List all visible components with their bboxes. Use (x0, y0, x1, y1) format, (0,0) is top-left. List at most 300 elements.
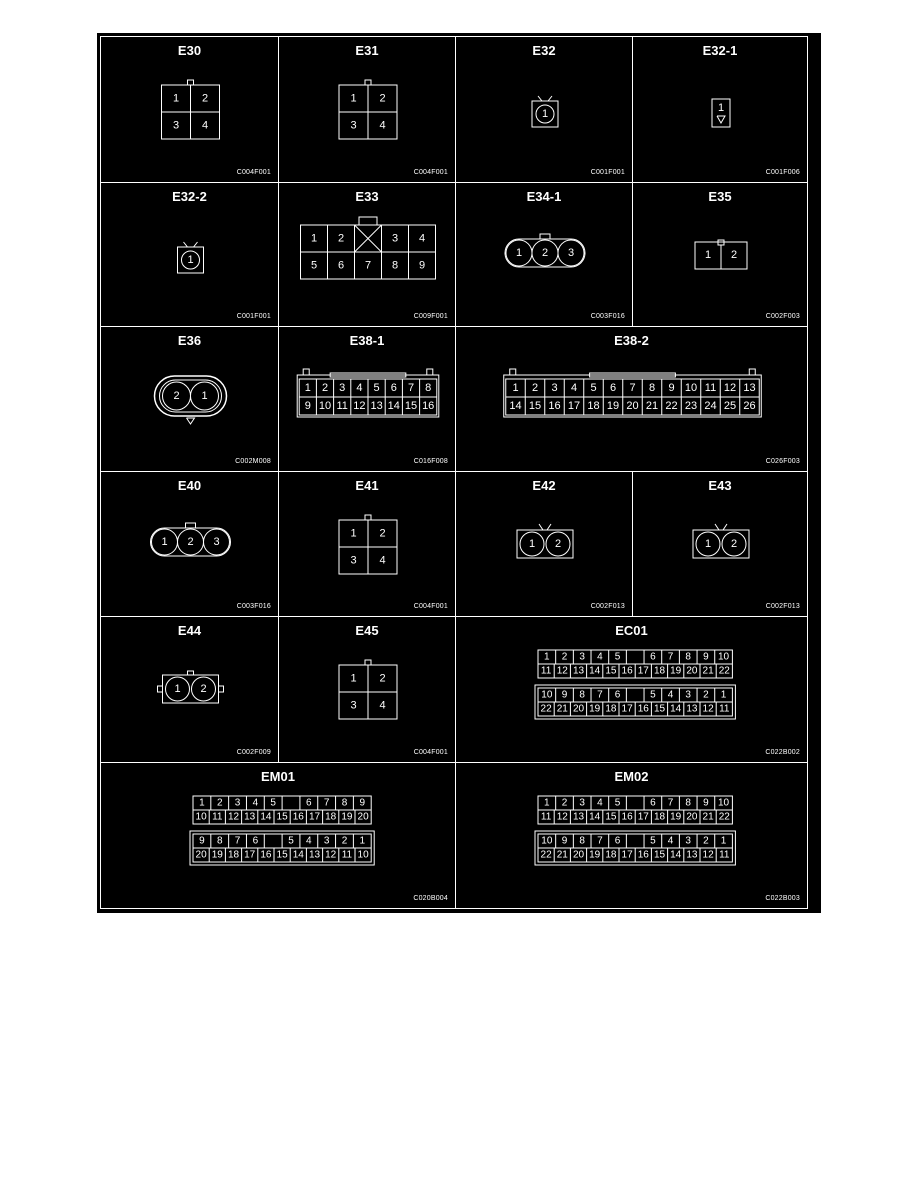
pin-number: 5 (288, 835, 294, 847)
pin-number: 20 (357, 811, 369, 823)
connector-code: C001F001 (590, 169, 625, 176)
pin-number: 10 (357, 849, 369, 861)
pin-number: 18 (325, 811, 337, 823)
connector-diagram (456, 37, 634, 184)
pin-number: 1 (528, 538, 536, 550)
connector-diagram (279, 183, 457, 328)
pin-number: 1 (359, 835, 366, 847)
pin-number: 11 (212, 811, 223, 823)
connector-code: C002F013 (765, 603, 800, 610)
pin-number: 4 (570, 382, 578, 394)
pin-number: 3 (339, 382, 346, 394)
pin-number: 19 (211, 849, 223, 861)
pin-number: 8 (425, 382, 432, 394)
connector-title: E32-2 (172, 189, 207, 204)
pin-number: 18 (653, 811, 666, 823)
pin-number: 7 (364, 259, 372, 272)
pin-number: 21 (556, 849, 568, 861)
pin-number: 4 (201, 119, 209, 132)
pin-number: 4 (356, 382, 363, 394)
pin-number: 2 (341, 835, 348, 847)
pin-number: 8 (648, 382, 656, 394)
pin-number: 1 (544, 797, 550, 809)
pin-number: 9 (561, 835, 568, 847)
connector-diagram (279, 617, 457, 764)
pin-number: 3 (579, 651, 585, 663)
cell-E38-2 (455, 326, 808, 472)
locking-tab (538, 96, 552, 101)
connector-code: C026F003 (765, 458, 800, 465)
connector-diagram (101, 327, 280, 473)
pin-number: 1 (704, 249, 712, 261)
pin-number: 4 (379, 554, 386, 567)
pin-number: 8 (216, 835, 223, 847)
pin-number: 5 (270, 797, 276, 809)
connector-diagram (279, 472, 457, 618)
cell-E41 (278, 471, 456, 617)
pin-number: 2 (541, 247, 549, 259)
connector-code: C003F016 (236, 603, 271, 610)
pin-number: 14 (260, 811, 272, 823)
pin-number: 1 (304, 382, 311, 394)
pin-number: 7 (323, 797, 330, 809)
pin-number: 2 (379, 527, 386, 540)
connector-code: C009F001 (413, 313, 448, 320)
pin-number: 21 (702, 665, 714, 677)
pin-number: 6 (390, 382, 397, 394)
connector-diagram (101, 183, 280, 328)
pin-number: 12 (227, 811, 240, 823)
pin-number: 1 (544, 651, 550, 663)
connector-diagram (633, 183, 809, 328)
pin-number: 10 (318, 400, 332, 412)
cell-E44 (100, 616, 279, 763)
pin-number: 12 (556, 665, 568, 677)
locking-tab (510, 369, 516, 375)
pin-number: 1 (350, 527, 357, 540)
pin-number: 5 (590, 382, 597, 394)
locking-tab (365, 660, 371, 665)
cell-EM01 (100, 762, 456, 909)
pin-number: 15 (653, 703, 666, 715)
pin-number: 10 (718, 651, 730, 663)
pin-number: 18 (227, 849, 240, 861)
connector-sheet (97, 33, 821, 913)
connector-code: C004F001 (413, 749, 448, 756)
pin-number: 19 (589, 849, 601, 861)
cell-E42 (455, 471, 633, 617)
pin-number: 13 (686, 703, 698, 715)
pin-number: 19 (670, 665, 682, 677)
pin-number: 4 (379, 119, 386, 132)
pin-number: 1 (720, 835, 727, 847)
cell-EC01 (455, 616, 808, 763)
connector-diagram (279, 327, 457, 473)
pin-number: 13 (572, 665, 585, 677)
pin-number: 21 (645, 400, 659, 412)
cell-E43 (632, 471, 808, 617)
pin-number: 5 (373, 382, 380, 394)
pin-number: 2 (531, 382, 539, 394)
cell-E45 (278, 616, 456, 763)
connector-title: E30 (177, 43, 202, 58)
pin-number: 15 (653, 849, 666, 861)
pin-number: 12 (325, 849, 337, 861)
pin-number: 16 (260, 849, 272, 861)
pin-number: 7 (667, 651, 674, 663)
connector-code: C022B003 (765, 895, 800, 902)
pin-number: 8 (391, 259, 399, 272)
pin-number: 2 (561, 797, 568, 809)
pin-number: 17 (637, 665, 649, 677)
pin-number: 14 (670, 849, 682, 861)
connector-title: EC01 (615, 623, 648, 638)
locking-tab (184, 242, 198, 247)
pin-number: 7 (407, 382, 415, 394)
pin-number: 16 (621, 665, 633, 677)
pin-number: 7 (234, 835, 241, 847)
pin-number: 6 (614, 835, 621, 847)
pin-number: 3 (350, 554, 357, 567)
cell-E32-1 (632, 36, 808, 183)
connector-code: C002M008 (235, 458, 271, 465)
side-tab (219, 686, 224, 692)
pin-number: 9 (703, 651, 709, 663)
pin-number: 5 (650, 835, 656, 847)
locking-tab (186, 523, 196, 528)
pin-number: 21 (556, 703, 568, 715)
pin-number: 12 (702, 703, 714, 715)
connector-title: E41 (355, 478, 379, 493)
pin-number: 1 (172, 92, 180, 105)
connector-diagram (456, 183, 634, 328)
pin-number: 1 (704, 538, 712, 550)
pin-number: 15 (404, 400, 418, 412)
locking-tab (365, 515, 371, 520)
pin-number: 1 (541, 108, 549, 120)
side-tab (158, 686, 163, 692)
cell-E31 (278, 36, 456, 183)
connector-diagram (101, 763, 457, 910)
pin-number: 15 (276, 849, 288, 861)
pin-number: 3 (234, 797, 241, 809)
pin-number: 13 (370, 400, 383, 412)
pin-number: 1 (187, 254, 194, 266)
cell-E33 (278, 182, 456, 327)
pin-number: 8 (685, 797, 691, 809)
connector-code: C002F003 (765, 313, 800, 320)
pin-number: 1 (515, 247, 523, 259)
pin-number: 10 (718, 797, 730, 809)
connector-title: E34-1 (526, 189, 562, 204)
pin-number: 19 (589, 703, 601, 715)
pin-number: 1 (717, 102, 725, 114)
pin-number: 26 (743, 400, 756, 412)
pin-number: 2 (379, 92, 386, 105)
pin-number: 4 (667, 689, 674, 701)
pin-number: 4 (418, 232, 426, 245)
connector-code: C004F001 (413, 603, 448, 610)
locking-tab (303, 369, 309, 375)
cell-E32-2 (100, 182, 279, 327)
pin-number: 2 (201, 92, 209, 105)
connector-title: E43 (708, 478, 732, 493)
connector-title: E42 (532, 478, 556, 493)
pin-number: 10 (541, 835, 553, 847)
cell-E36 (100, 326, 279, 472)
pin-number: 10 (541, 689, 553, 701)
pin-number: 2 (337, 232, 345, 245)
pin-number: 7 (597, 689, 603, 701)
pin-number: 4 (597, 797, 603, 809)
pin-number: 2 (561, 651, 568, 663)
pin-number: 5 (614, 651, 621, 663)
connector-title: E35 (708, 189, 732, 204)
pin-number: 14 (589, 665, 601, 677)
pin-number: 17 (308, 811, 321, 823)
pin-number: 4 (597, 651, 603, 663)
pin-number: 9 (668, 382, 675, 394)
locking-tab (188, 80, 194, 85)
pin-number: 7 (597, 835, 603, 847)
connector-title: E32-1 (702, 43, 738, 58)
connector-diagram (456, 763, 809, 910)
pin-number: 2 (703, 835, 709, 847)
cell-EM02 (455, 762, 808, 909)
connector-title: E36 (177, 333, 202, 348)
connector-diagram (101, 472, 280, 618)
pin-number: 11 (540, 665, 552, 677)
cell-E38-1 (278, 326, 456, 472)
pin-number: 16 (637, 703, 649, 715)
pin-number: 10 (195, 811, 207, 823)
pin-number: 1 (161, 536, 168, 548)
pin-number: 6 (609, 382, 617, 394)
locking-tab (365, 80, 371, 85)
pin-number: 3 (350, 119, 357, 132)
pin-number: 2 (187, 536, 194, 548)
pin-number: 22 (718, 811, 730, 823)
pin-number: 20 (572, 849, 585, 861)
pin-number: 17 (567, 400, 581, 412)
connector-title: E38-1 (349, 333, 385, 348)
pin-number: 2 (321, 382, 329, 394)
pin-number: 20 (626, 400, 639, 412)
cell-E30 (100, 36, 279, 183)
pin-number: 11 (704, 382, 717, 394)
pin-number: 16 (621, 811, 633, 823)
pin-number: 19 (670, 811, 682, 823)
pin-number: 1 (512, 382, 519, 394)
pin-number: 22 (540, 703, 552, 715)
pin-number: 1 (174, 683, 181, 695)
connector-code: C020B004 (413, 895, 448, 902)
pin-number: 2 (703, 689, 709, 701)
pin-number: 3 (567, 247, 575, 259)
pin-number: 3 (579, 797, 585, 809)
connector-code: C002F013 (590, 603, 625, 610)
pin-number: 25 (723, 400, 737, 412)
pin-number: 18 (605, 849, 617, 861)
pin-number: 1 (310, 232, 318, 245)
pin-number: 22 (718, 665, 730, 677)
pin-number: 3 (685, 689, 691, 701)
connector-code: C022B002 (765, 749, 800, 756)
pin-number: 4 (379, 699, 386, 712)
pin-number: 12 (723, 382, 737, 394)
pin-number: 15 (528, 400, 542, 412)
pin-number: 13 (308, 849, 321, 861)
connector-title: E40 (177, 478, 202, 493)
pin-number: 22 (540, 849, 552, 861)
connector-title: E38-2 (614, 333, 649, 348)
pin-number: 8 (579, 835, 585, 847)
pin-number: 24 (704, 400, 717, 412)
connector-code: C004F001 (236, 169, 271, 176)
pin-number: 9 (199, 835, 205, 847)
pin-number: 13 (244, 811, 256, 823)
pin-number: 3 (323, 835, 330, 847)
pin-number: 18 (587, 400, 600, 412)
pin-number: 18 (653, 665, 666, 677)
pin-number: 18 (605, 703, 617, 715)
pin-number: 16 (637, 849, 649, 861)
pin-number: 9 (359, 797, 366, 809)
pin-number: 4 (667, 835, 674, 847)
cell-E32 (455, 36, 633, 183)
connector-title: E33 (355, 189, 379, 204)
pin-number: 21 (702, 811, 714, 823)
key-triangle (717, 116, 725, 123)
pin-number: 9 (418, 259, 426, 272)
pin-number: 16 (292, 811, 304, 823)
pin-number: 4 (306, 835, 312, 847)
connector-diagram (456, 472, 634, 618)
connector-diagram (456, 327, 809, 473)
pin-number: 20 (572, 703, 585, 715)
connector-code: C016F008 (413, 458, 448, 465)
pin-number: 7 (629, 382, 636, 394)
locking-tab (427, 369, 433, 375)
pin-number: 6 (650, 651, 656, 663)
pin-number: 19 (341, 811, 353, 823)
pin-number: 2 (200, 683, 207, 695)
pin-number: 14 (670, 703, 682, 715)
pin-number: 8 (685, 651, 691, 663)
pin-number: 6 (337, 259, 345, 272)
pin-number: 9 (703, 797, 709, 809)
pin-number: 12 (353, 400, 366, 412)
pin-number: 3 (350, 699, 357, 712)
pin-number: 20 (686, 811, 698, 823)
connector-diagram (101, 37, 280, 184)
pin-number: 3 (172, 119, 180, 132)
pin-number: 12 (556, 811, 568, 823)
pin-number: 6 (614, 689, 621, 701)
connector-code: C003F016 (590, 313, 625, 320)
pin-number: 20 (195, 849, 207, 861)
cell-E40 (100, 471, 279, 617)
locking-tab (359, 217, 377, 225)
pin-number: 1 (350, 672, 357, 685)
connector-diagram (633, 472, 809, 618)
pin-number: 1 (201, 390, 208, 402)
pin-number: 17 (621, 849, 633, 861)
pin-number: 19 (606, 400, 620, 412)
connector-code: C001F006 (765, 169, 800, 176)
pin-number: 6 (252, 835, 259, 847)
pin-number: 9 (561, 689, 568, 701)
pin-number: 14 (387, 400, 400, 412)
pin-number: 12 (702, 849, 714, 861)
pin-number: 22 (665, 400, 678, 412)
pin-number: 14 (292, 849, 304, 861)
pin-number: 5 (650, 689, 656, 701)
pin-number: 13 (743, 382, 756, 394)
connector-diagram (279, 37, 457, 184)
pin-number: 5 (614, 797, 621, 809)
pin-number: 11 (719, 703, 730, 715)
pin-number: 11 (540, 811, 552, 823)
pin-number: 17 (244, 849, 256, 861)
pin-number: 11 (341, 849, 353, 861)
connector-title: E32 (532, 43, 556, 58)
connector-title: EM02 (614, 769, 649, 784)
locking-tab (749, 369, 755, 375)
pin-number: 17 (621, 703, 633, 715)
pin-number: 2 (173, 390, 180, 402)
pin-number: 1 (199, 797, 205, 809)
pin-number: 2 (554, 538, 562, 550)
pin-number: 23 (684, 400, 698, 412)
cell-E34-1 (455, 182, 633, 327)
pin-number: 16 (548, 400, 561, 412)
pin-number: 13 (572, 811, 585, 823)
pin-number: 6 (306, 797, 312, 809)
pin-number: 2 (730, 249, 738, 261)
connector-title: E44 (177, 623, 202, 638)
pin-number: 1 (350, 92, 357, 105)
connector-title: EM01 (261, 769, 295, 784)
pin-number: 8 (579, 689, 585, 701)
pin-number: 9 (304, 400, 311, 412)
connector-title: E31 (355, 43, 379, 58)
locking-tab (540, 234, 550, 239)
pin-number: 3 (213, 536, 220, 548)
locking-tab (715, 524, 727, 530)
pin-number: 11 (719, 849, 730, 861)
connector-code: C004F001 (413, 169, 448, 176)
pin-number: 5 (310, 259, 318, 272)
pin-number: 7 (667, 797, 674, 809)
pin-number: 14 (509, 400, 522, 412)
pin-number: 13 (686, 849, 698, 861)
pin-number: 15 (605, 811, 617, 823)
pin-number: 2 (379, 672, 386, 685)
pin-number: 2 (216, 797, 223, 809)
connector-code: C001F001 (236, 313, 271, 320)
pin-number: 15 (605, 665, 617, 677)
pin-number: 3 (551, 382, 558, 394)
cell-E35 (632, 182, 808, 327)
pin-number: 10 (684, 382, 698, 394)
pin-number: 15 (276, 811, 288, 823)
connector-diagram (456, 617, 809, 764)
pin-number: 2 (730, 538, 738, 550)
pin-number: 8 (341, 797, 348, 809)
pin-number: 17 (637, 811, 649, 823)
locking-tab (539, 524, 551, 530)
